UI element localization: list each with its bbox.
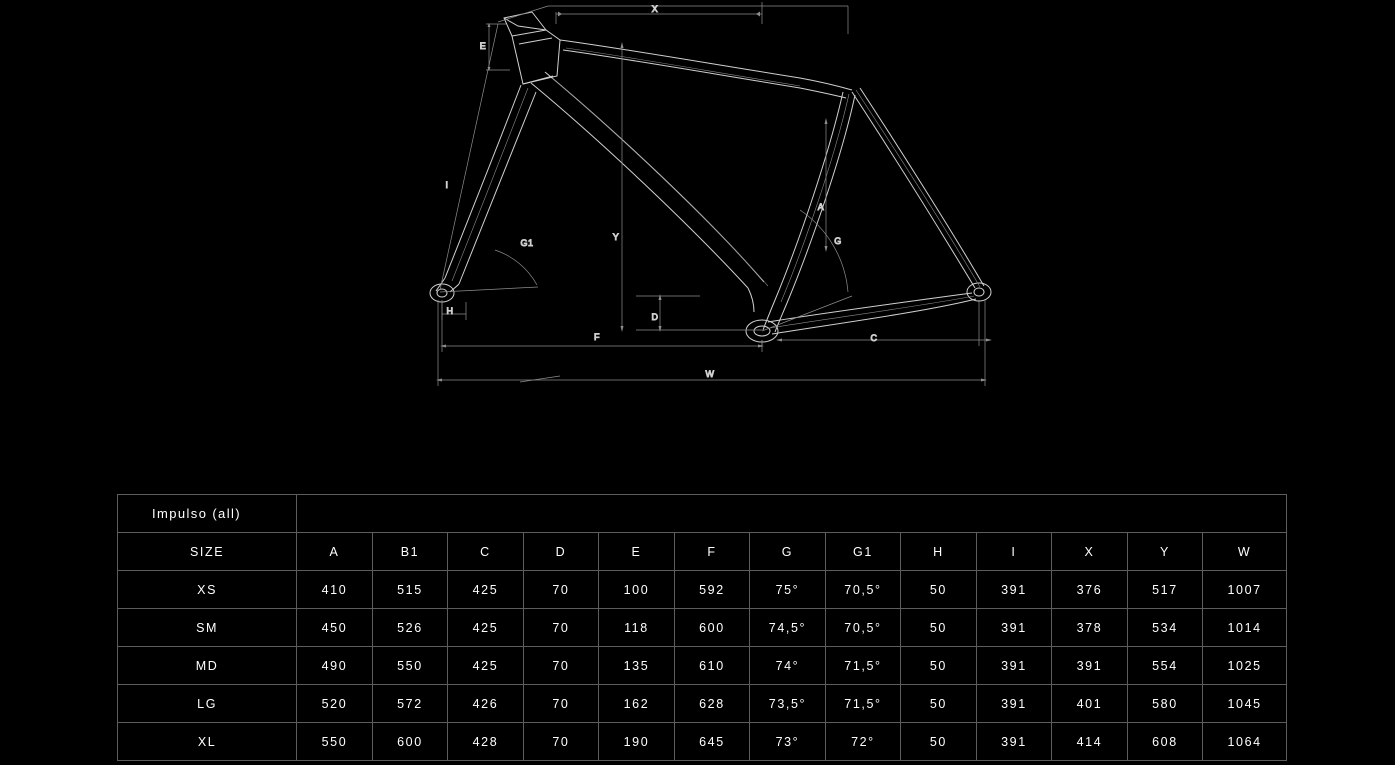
- cell-xl-D: 70: [523, 723, 599, 761]
- cell-xl-F: 645: [674, 723, 750, 761]
- header-F: F: [674, 533, 750, 571]
- cell-md-I: 391: [976, 647, 1052, 685]
- cell-lg-G1: 71,5°: [825, 685, 901, 723]
- cell-xl-G1: 72°: [825, 723, 901, 761]
- cell-lg-F: 628: [674, 685, 750, 723]
- cell-xs-G: 75°: [750, 571, 826, 609]
- header-E: E: [599, 533, 675, 571]
- tube-shading: [452, 48, 980, 328]
- cell-xl-G: 73°: [750, 723, 826, 761]
- header-I: I: [976, 533, 1052, 571]
- table-row: [118, 723, 1287, 761]
- label-C: C: [870, 333, 878, 343]
- label-D: D: [651, 312, 659, 322]
- header-G: G: [750, 533, 826, 571]
- dimension-lines: [436, 2, 992, 386]
- cell-xl-X: 414: [1052, 723, 1128, 761]
- cell-xs-G1: 70,5°: [825, 571, 901, 609]
- cell-sm-H: 50: [901, 609, 977, 647]
- cell-lg-B1: 572: [372, 685, 448, 723]
- label-E: E: [479, 41, 487, 51]
- cell-lg-A: 520: [297, 685, 373, 723]
- cell-xs-I: 391: [976, 571, 1052, 609]
- cell-sm-F: 600: [674, 609, 750, 647]
- cell-md-E: 135: [599, 647, 675, 685]
- row-size-lg: LG: [118, 685, 297, 723]
- label-H: H: [446, 306, 454, 316]
- cell-sm-G: 74,5°: [750, 609, 826, 647]
- row-size-md: MD: [118, 647, 297, 685]
- cell-sm-B1: 526: [372, 609, 448, 647]
- table-row: [118, 685, 1287, 723]
- cell-lg-G: 73,5°: [750, 685, 826, 723]
- chain-stay: [768, 293, 976, 334]
- cell-sm-D: 70: [523, 609, 599, 647]
- header-C: C: [448, 533, 524, 571]
- label-Y: Y: [612, 232, 620, 242]
- geometry-table: [117, 494, 1287, 761]
- header-W: W: [1203, 533, 1287, 571]
- table-row: [118, 571, 1287, 609]
- cell-xs-E: 100: [599, 571, 675, 609]
- cell-xl-B1: 600: [372, 723, 448, 761]
- top-tube: [560, 40, 852, 98]
- cell-xs-X: 376: [1052, 571, 1128, 609]
- cell-xs-W: 1007: [1203, 571, 1287, 609]
- seat-tube: [763, 92, 855, 332]
- cell-md-Y: 554: [1127, 647, 1203, 685]
- row-size-sm: SM: [118, 609, 297, 647]
- cell-md-X: 391: [1052, 647, 1128, 685]
- cell-sm-G1: 70,5°: [825, 609, 901, 647]
- table-model-row: [118, 495, 1287, 533]
- dimension-label-group: [445, 4, 877, 379]
- cell-xl-W: 1064: [1203, 723, 1287, 761]
- cell-xs-C: 425: [448, 571, 524, 609]
- row-size-xs: XS: [118, 571, 297, 609]
- header-X: X: [1052, 533, 1128, 571]
- cell-lg-D: 70: [523, 685, 599, 723]
- fork: [430, 12, 546, 302]
- cell-lg-Y: 580: [1127, 685, 1203, 723]
- cell-md-F: 610: [674, 647, 750, 685]
- label-X: X: [651, 4, 659, 14]
- label-I: I: [445, 180, 449, 190]
- cell-lg-W: 1045: [1203, 685, 1287, 723]
- label-G: G: [834, 236, 842, 246]
- model-row-blank: [297, 495, 1287, 533]
- cell-sm-E: 118: [599, 609, 675, 647]
- cell-xs-Y: 517: [1127, 571, 1203, 609]
- header-H: H: [901, 533, 977, 571]
- cell-xs-A: 410: [297, 571, 373, 609]
- cell-sm-I: 391: [976, 609, 1052, 647]
- cell-xl-I: 391: [976, 723, 1052, 761]
- label-G1: G1: [520, 238, 534, 248]
- geometry-table-container: [117, 494, 1287, 761]
- cell-lg-H: 50: [901, 685, 977, 723]
- model-name-cell: Impulso (all): [118, 495, 297, 533]
- label-F: F: [594, 332, 600, 342]
- cell-sm-W: 1014: [1203, 609, 1287, 647]
- down-tube: [531, 72, 764, 312]
- table-header-row: [118, 533, 1287, 571]
- cell-lg-I: 391: [976, 685, 1052, 723]
- cell-sm-Y: 534: [1127, 609, 1203, 647]
- header-G1: G1: [825, 533, 901, 571]
- cell-lg-X: 401: [1052, 685, 1128, 723]
- seat-stay: [852, 88, 984, 288]
- cell-md-W: 1025: [1203, 647, 1287, 685]
- label-W: W: [705, 369, 715, 379]
- cell-lg-C: 426: [448, 685, 524, 723]
- header-A: A: [297, 533, 373, 571]
- table-row: [118, 609, 1287, 647]
- cell-md-G: 74°: [750, 647, 826, 685]
- cell-md-D: 70: [523, 647, 599, 685]
- cell-xl-H: 50: [901, 723, 977, 761]
- cell-md-A: 490: [297, 647, 373, 685]
- label-A: A: [817, 202, 825, 212]
- header-B1: B1: [372, 533, 448, 571]
- cell-md-C: 425: [448, 647, 524, 685]
- cell-lg-E: 162: [599, 685, 675, 723]
- cell-xl-A: 550: [297, 723, 373, 761]
- cell-sm-C: 425: [448, 609, 524, 647]
- cell-xs-F: 592: [674, 571, 750, 609]
- cell-xl-C: 428: [448, 723, 524, 761]
- cell-sm-A: 450: [297, 609, 373, 647]
- cell-sm-X: 378: [1052, 609, 1128, 647]
- cell-xs-H: 50: [901, 571, 977, 609]
- head-tube: [512, 30, 560, 84]
- header-size: SIZE: [118, 533, 297, 571]
- cell-md-G1: 71,5°: [825, 647, 901, 685]
- cell-xs-D: 70: [523, 571, 599, 609]
- cell-xl-Y: 608: [1127, 723, 1203, 761]
- row-size-xl: XL: [118, 723, 297, 761]
- table-row: [118, 647, 1287, 685]
- cell-xs-B1: 515: [372, 571, 448, 609]
- header-D: D: [523, 533, 599, 571]
- cell-xl-E: 190: [599, 723, 675, 761]
- header-Y: Y: [1127, 533, 1203, 571]
- cell-md-B1: 550: [372, 647, 448, 685]
- cell-md-H: 50: [901, 647, 977, 685]
